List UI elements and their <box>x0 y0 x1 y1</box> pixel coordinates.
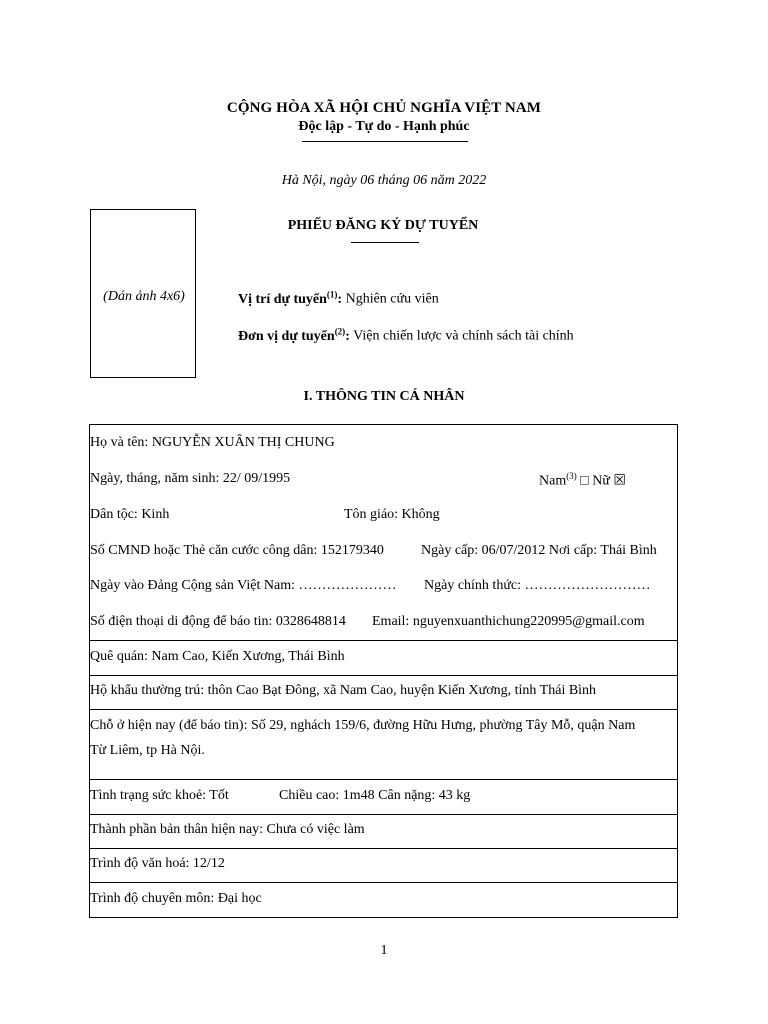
unit-value: Viện chiến lược và chính sách tài chính <box>353 328 574 344</box>
row-divider <box>89 709 678 710</box>
party-official-field: Ngày chính thức: ……………………… <box>424 578 651 593</box>
form-title-underline <box>351 242 419 243</box>
gender-female-checkbox[interactable]: ☒ <box>613 473 626 489</box>
qualification-field: Trình độ chuyên môn: Đại học <box>90 891 262 906</box>
gender-female-label: Nữ <box>592 473 610 489</box>
gender-note: (3) <box>566 471 577 481</box>
section-title: I. THÔNG TIN CÁ NHÂN <box>303 389 465 404</box>
dob-field: Ngày, tháng, năm sinh: 22/ 09/1995 <box>90 471 291 486</box>
position-note: (1) <box>326 289 338 299</box>
form-title: PHIẾU ĐĂNG KÝ DỰ TUYỂN <box>287 218 479 233</box>
unit-line: Đơn vị dự tuyển$^{(2)}$: Viện chiến lược và chính sách tài chính <box>238 326 574 344</box>
id-issue-field: Ngày cấp: 06/07/2012 Nơi cấp: Thái Bình <box>421 543 657 558</box>
row-divider <box>89 882 678 883</box>
photo-placeholder: (Dán ảnh 4x6) <box>103 289 185 304</box>
current-address-line-2: Từ Liêm, tp Hà Nội. <box>90 743 205 758</box>
position-line: Vị trí dự tuyển$^{(1)}$: Nghiên cứu viên <box>238 289 439 307</box>
position-value: Nghiên cứu viên <box>345 291 439 307</box>
date-line: Hà Nội, ngày 06 tháng 06 năm 2022 <box>281 173 487 188</box>
gender-male-checkbox[interactable]: □ <box>580 473 589 489</box>
health-field: Tình trạng sức khoẻ: Tốt <box>90 788 229 803</box>
unit-label: Đơn vị dự tuyển <box>238 328 335 344</box>
page-number: 1 <box>380 943 388 958</box>
row-divider <box>89 814 678 815</box>
permanent-address-field: Hộ khẩu thường trú: thôn Cao Bạt Đông, xã Nam Cao, huyện Kiến Xương, tỉnh Thái Bình <box>90 683 597 698</box>
personal-info-table <box>89 424 678 918</box>
name-field: Họ và tên: NGUYỄN XUÂN THỊ CHUNG <box>90 435 335 450</box>
motto-underline <box>302 141 468 142</box>
current-address-line-1: Chỗ ở hiện nay (để báo tin): Số 29, nghách 159/6, đường Hữu Hưng, phường Tây Mỗ, quận Nam <box>90 718 636 733</box>
motto: Độc lập - Tự do - Hạnh phúc <box>298 119 470 134</box>
position-label: Vị trí dự tuyển <box>238 291 327 307</box>
email-field: Email: nguyenxuanthichung220995@gmail.com <box>372 614 645 629</box>
ethnicity-field: Dân tộc: Kinh <box>90 507 170 522</box>
party-join-field: Ngày vào Đảng Cộng sản Việt Nam: ………………… <box>90 578 397 593</box>
hometown-field: Quê quán: Nam Cao, Kiến Xương, Thái Bình <box>90 649 345 664</box>
phone-field: Số điện thoại di động để báo tin: 0328648814 <box>90 614 346 629</box>
row-divider <box>89 779 678 780</box>
unit-note: (2) <box>334 326 346 336</box>
height-weight-field: Chiều cao: 1m48 Cân nặng: 43 kg <box>279 788 471 803</box>
gender-field <box>539 471 626 490</box>
nation-title: CỘNG HÒA XÃ HỘI CHỦ NGHĨA VIỆT NAM <box>226 100 542 116</box>
row-divider <box>89 848 678 849</box>
row-divider <box>89 640 678 641</box>
id-card-field: Số CMND hoặc Thẻ căn cước công dân: 152179340 <box>90 543 384 558</box>
gender-male-label: Nam <box>539 473 567 489</box>
religion-field: Tôn giáo: Không <box>344 507 440 522</box>
row-divider <box>89 675 678 676</box>
social-status-field: Thành phần bản thân hiện nay: Chưa có việc làm <box>90 822 365 837</box>
education-field: Trình độ văn hoá: 12/12 <box>90 856 225 871</box>
